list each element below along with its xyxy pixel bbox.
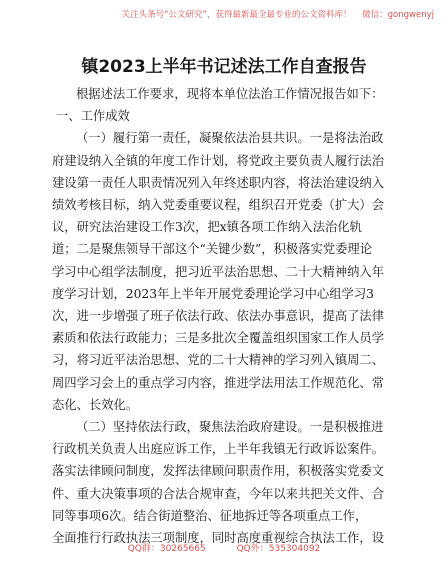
- text-line: 习，将习近平法治思想、党的二十大精神的学习列入镇周二、: [52, 353, 385, 368]
- text-line: 行政机关负责人出庭应诉工作，上半年我镇无行政诉讼案件。: [52, 442, 385, 457]
- paragraph-1: [52, 127, 394, 416]
- text-line: 道；二是聚焦领导干部这个“关键少数”，积极落实党委理论: [52, 242, 372, 257]
- document-body: [52, 83, 394, 549]
- text-line: 全面推行行政执法三项制度，同时高度重视综合执法工作，设: [52, 531, 385, 546]
- text-line: （二）坚持依法行政，聚焦法治政府建设。一是积极推进: [76, 420, 384, 435]
- text-line: 绩效考核目标，纳入党委重要议程，组织召开党委（扩大）会: [52, 198, 385, 213]
- qq-contact: QQ外：535304092: [236, 544, 321, 554]
- text-line: 态化、长效化。: [52, 397, 139, 412]
- text-line: 度学习计划，2023年上半年开展党委理论学习中心组学习3: [52, 286, 374, 301]
- text-line: 建设第一责任人职责情况列入年终述职内容，将法治建设纳入: [52, 175, 385, 190]
- wechat-text: 微信：gongwenyj: [362, 10, 434, 20]
- text-line: 周四学习会上的重点学习内容，推进学法用法工作规范化、常: [52, 375, 385, 390]
- text-line: 学习中心组学法制度，把习近平法治思想、二十大精神纳入年: [52, 264, 385, 279]
- qq-group: QQ群：30265665: [127, 544, 206, 554]
- section-heading: 一、工作成效: [56, 109, 130, 124]
- text-line: 素质和依法行政能力；三是多批次全覆盖组织国家工作人员学: [52, 331, 385, 346]
- intro-paragraph: 根据述法工作要求，现将本单位法治工作情况报告如下：: [76, 87, 384, 101]
- text-line: 府建设纳入全镇的年度工作计划，将党政主要负责人履行法治: [52, 153, 385, 168]
- text-line: 议，研究法治建设工作3次，把x镇各项工作纳入法治化轨: [52, 220, 362, 235]
- text-line: 落实法律顾问制度，发挥法律顾问职责作用，积极落实党委文: [52, 464, 385, 479]
- footer: [0, 541, 448, 554]
- document-title: 镇2023上半年书记述法工作自查报告: [81, 57, 367, 77]
- text-line: （一）履行第一责任，凝聚依法治县共识。一是将法治政: [76, 131, 384, 146]
- text-line: 件、重大决策事项的合法合规审查，今年以来共把关文件、合: [52, 486, 385, 501]
- paragraph-2: [52, 416, 394, 549]
- header-banner: [0, 8, 448, 20]
- text-line: 同等事项6次。结合街道整治、征地拆迁等各项重点工作，: [52, 508, 368, 523]
- promo-text: 关注头条号“公文研究”，获得最新最全最专业的公文资料库！: [121, 10, 352, 20]
- text-line: 次，进一步增强了班子依法行政、依法办事意识，提高了法律: [52, 309, 385, 324]
